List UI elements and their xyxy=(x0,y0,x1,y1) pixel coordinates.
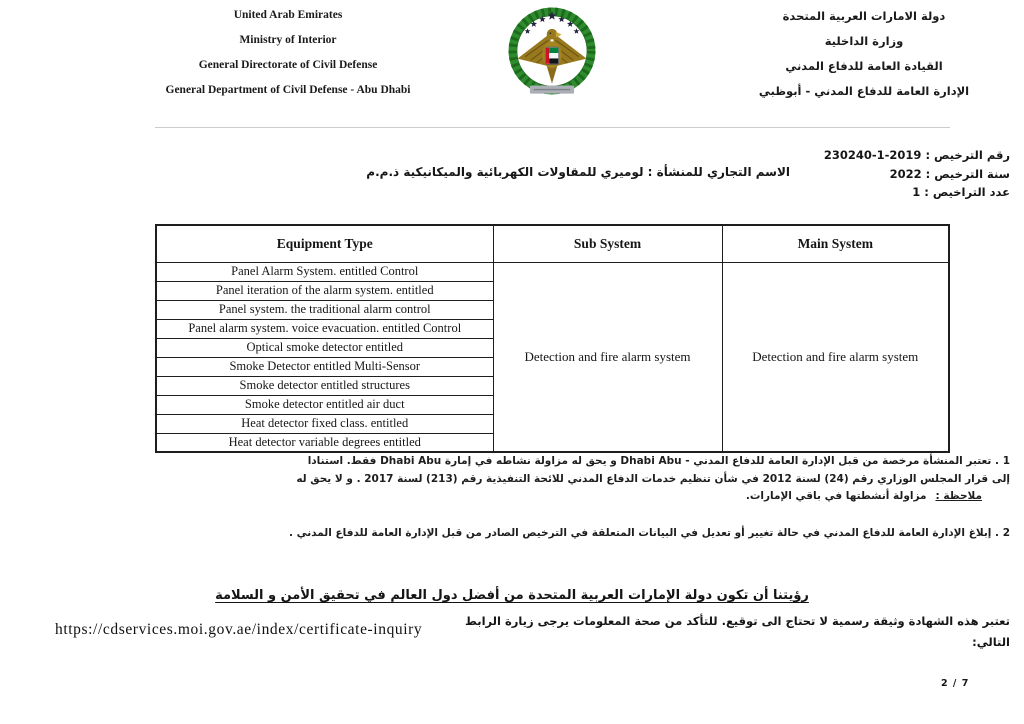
table-header-row xyxy=(156,225,949,262)
header-ar-directorate: القيادة العامة للدفاع المدني xyxy=(785,59,943,73)
license-count-value: 1 xyxy=(912,185,921,199)
moi-emblem-svg xyxy=(504,0,600,100)
trade-name-line xyxy=(366,165,790,179)
note-1-line-2: إلى قرار المجلس الوزاري رقم (24) لسنة 2012 في شأن تنظيم خدمات الدفاع المدني للائحة التنفيذية رقم (213) لسنة 2017 . و لا يحق له xyxy=(296,472,1010,485)
license-year-label: سنة الترخيص : xyxy=(925,166,1010,181)
header-en-country: United Arab Emirates xyxy=(233,9,343,21)
license-info xyxy=(824,147,1010,203)
trade-name-value: لوميري للمقاولات الكهربائية والميكانيكية ذ.م.م xyxy=(366,165,644,179)
header-ar-country: دولة الامارات العربية المتحدة xyxy=(782,9,946,23)
notes-block xyxy=(289,453,1010,542)
trade-name-label: الاسم التجاري للمنشأة : xyxy=(647,165,790,179)
column-equipment-type: Equipment Type xyxy=(156,225,493,262)
note-2: 2 . إبلاغ الإدارة العامة للدفاع المدني في حالة تغيير أو تعديل في البيانات المتعلقة في الترخيص الصادر من قبل الإدارة العامة للدفاع المدني . xyxy=(288,526,1010,539)
equipment-cell: Smoke detector entitled structures xyxy=(156,376,493,395)
note-1-line-3 xyxy=(289,488,1010,506)
uae-flag-shield-icon xyxy=(545,47,558,64)
equipment-cell: Panel system. the traditional alarm control xyxy=(156,300,493,319)
page-number: 2 / 7 xyxy=(941,678,970,689)
header-english xyxy=(136,6,440,106)
sub-system-cell: Detection and fire alarm system xyxy=(493,262,722,452)
header-en-department: General Department of Civil Defense - Abu Dhabi xyxy=(165,84,411,96)
column-main-system: Main System xyxy=(722,225,949,262)
note-1-line-1: 1 . تعتبر المنشأة مرخصة من قبل الإدارة العامة للدفاع المدني - Dhabi Abu و يحق له مزاولة نشاطه في إمارة Dhabi Abu فقط. استنادا xyxy=(307,455,1010,467)
equipment-cell: Heat detector fixed class. entitled xyxy=(156,414,493,433)
equipment-cell: Smoke Detector entitled Multi-Sensor xyxy=(156,357,493,376)
moi-emblem-icon xyxy=(504,0,600,100)
main-system-cell: Detection and fire alarm system xyxy=(722,262,949,452)
verification-note xyxy=(465,612,1010,654)
equipment-cell: Panel alarm system. voice evacuation. entitled Control xyxy=(156,319,493,338)
equipment-cell: Panel Alarm System. entitled Control xyxy=(156,262,493,281)
header-ar-department: الإدارة العامة للدفاع المدني - أبوظبي xyxy=(758,84,970,98)
header-ar-ministry: وزارة الداخلية xyxy=(824,34,904,48)
equipment-cell: Smoke detector entitled air duct xyxy=(156,395,493,414)
equipment-cell: Optical smoke detector entitled xyxy=(156,338,493,357)
license-number-label: رقم الترخيص : xyxy=(925,148,1010,162)
equipment-table xyxy=(155,224,950,453)
header-en-directorate: General Directorate of Civil Defense xyxy=(198,59,378,71)
scroll-banner-icon xyxy=(530,86,574,94)
license-count-line xyxy=(824,184,1010,203)
license-year-value: 2022 xyxy=(889,166,922,181)
header-en-ministry: Ministry of Interior xyxy=(239,34,337,46)
license-year-line xyxy=(824,166,1010,185)
table-row xyxy=(156,262,949,281)
license-number-line xyxy=(824,147,1010,166)
header-arabic xyxy=(714,6,1014,106)
header-divider xyxy=(155,127,950,128)
verification-line-1: تعتبر هذه الشهادة وثيقة رسمية لا تحتاج الى توقيع. للتأكد من صحة المعلومات يرجى زيارة الرابط xyxy=(464,614,1010,628)
verification-line-2: التالي: xyxy=(972,635,1010,649)
license-count-label: عدد التراخيص : xyxy=(924,185,1010,199)
vision-statement: رؤيتنا أن تكون دولة الإمارات العربية المتحدة من أفضل دول العالم في تحقيق الأمن و السلامة xyxy=(215,588,809,603)
column-sub-system: Sub System xyxy=(493,225,722,262)
equipment-cell: Panel iteration of the alarm system. entitled xyxy=(156,281,493,300)
license-number-value: 2019-1-230240 xyxy=(823,148,922,162)
equipment-cell: Heat detector variable degrees entitled xyxy=(156,433,493,452)
certificate-inquiry-url[interactable]: https://cdservices.moi.gov.ae/index/certificate-inquiry xyxy=(55,621,423,638)
note-1-line-3-text: مزاولة أنشطتها في باقي الإمارات. xyxy=(745,490,927,502)
note-label: ملاحظة : xyxy=(935,490,982,502)
